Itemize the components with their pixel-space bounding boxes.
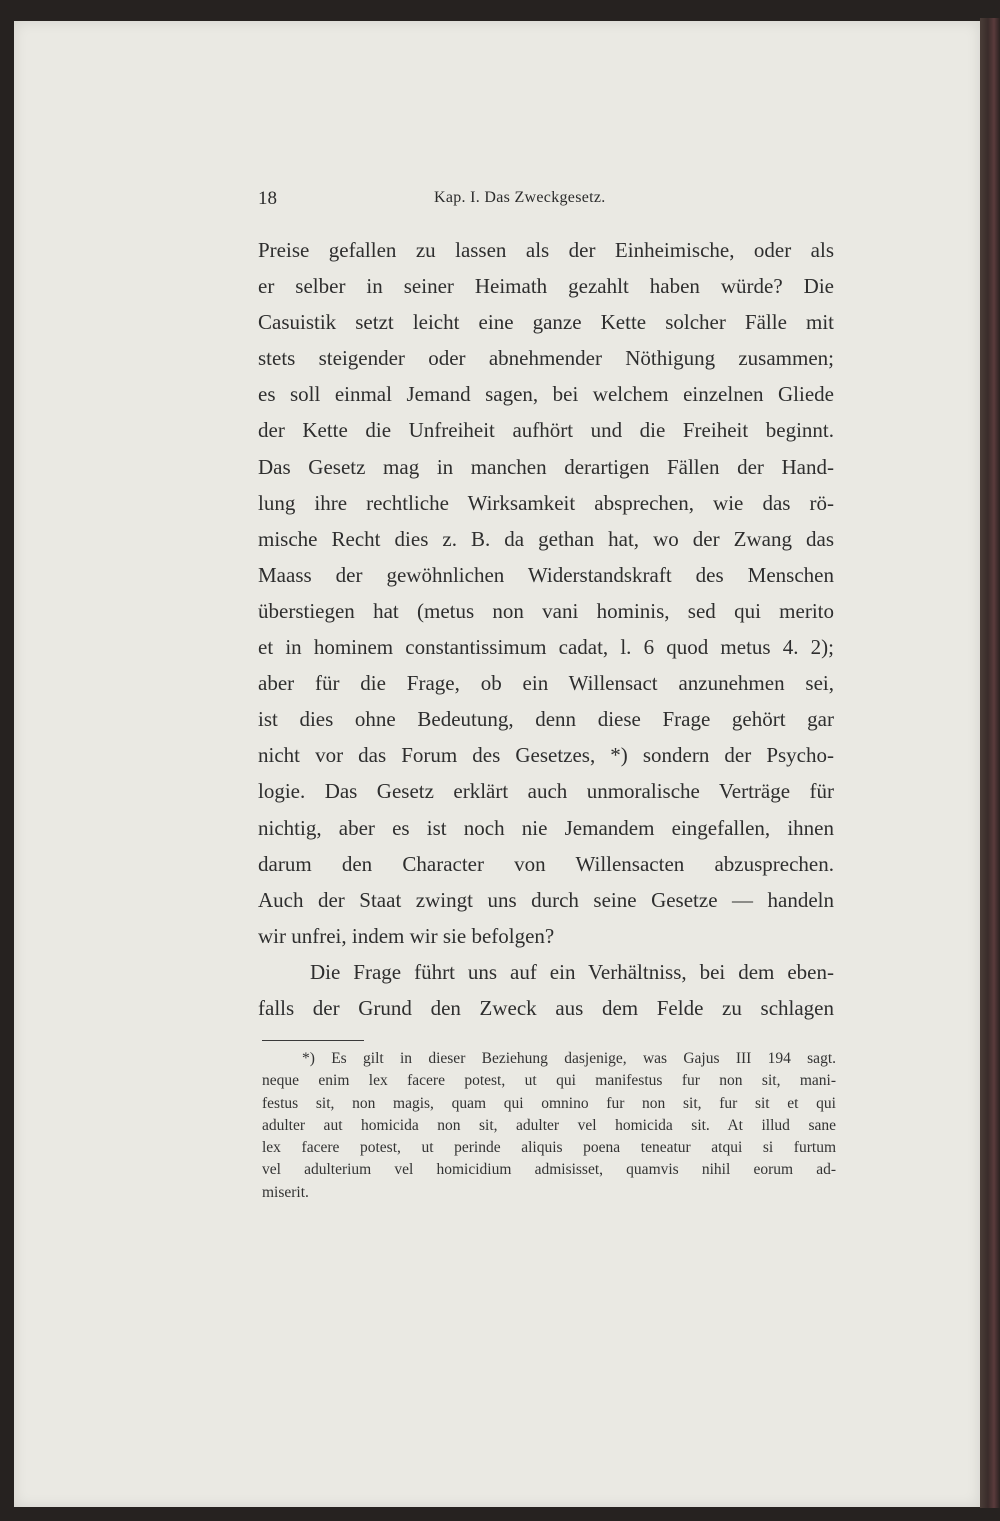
text-line: darum den Character von Willensacten abzusprechen. [258, 851, 834, 876]
text-line: der Kette die Unfreiheit aufhört und die Freiheit beginnt. [258, 418, 834, 443]
text-line: nicht vor das Forum des Gesetzes, *) sondern der Psycho- [258, 743, 834, 768]
text-line: nichtig, aber es ist noch nie Jemandem eingefallen, ihnen [258, 815, 834, 840]
text-line: Casuistik setzt leicht eine ganze Kette solcher Fälle mit [258, 310, 834, 335]
text-line: falls der Grund den Zweck aus dem Felde zu schlagen [258, 995, 834, 1020]
page-number: 18 [258, 188, 277, 209]
footnote-line: miserit. [262, 1183, 309, 1201]
footnote-line: festus sit, non magis, quam qui omnino fur non sit, fur sit et qui [262, 1094, 836, 1112]
footnote-line: lex facere potest, ut perinde aliquis poena teneatur atqui si furtum [262, 1139, 836, 1157]
footnote [262, 1048, 836, 1204]
text-line: Preise gefallen zu lassen als der Einheimische, oder als [258, 238, 834, 262]
text-line: wir unfrei, indem wir sie befolgen? [258, 923, 555, 948]
text-line: er selber in seiner Heimath gezahlt haben würde? Die [258, 274, 834, 299]
footnote-divider [262, 1040, 364, 1041]
text-line: Auch der Staat zwingt uns durch seine Gesetze — handeln [258, 887, 834, 912]
page-header [258, 188, 848, 214]
text-line: Das Gesetz mag in manchen derartigen Fällen der Hand- [258, 454, 834, 479]
scan-border-top [0, 0, 1000, 21]
text-line: lung ihre rechtliche Wirksamkeit absprechen, wie das rö- [258, 490, 834, 515]
text-line: es soll einmal Jemand sagen, bei welchem einzelnen Gliede [258, 382, 834, 407]
scan-border-bottom [0, 1507, 1000, 1521]
text-line: et in hominem constantissimum cadat, l. 6 quod metus 4. 2); [258, 635, 834, 660]
main-text [258, 232, 834, 1026]
footnote-line: adulter aut homicida non sit, adulter vel homicida sit. At illud sane [262, 1116, 836, 1134]
text-line: stets steigender oder abnehmender Nöthigung zusammen; [258, 346, 834, 371]
text-line: überstiegen hat (metus non vani hominis, sed qui merito [258, 598, 834, 623]
text-line: Maass der gewöhnlichen Widerstandskraft des Menschen [258, 562, 834, 587]
text-line: aber für die Frage, ob ein Willensact anzunehmen sei, [258, 671, 834, 696]
book-cover-edge [980, 18, 1000, 1508]
scan-border-left [0, 0, 14, 1521]
footnote-line: *) Es gilt in dieser Beziehung dasjenige, was Gajus III 194 sagt. [302, 1050, 836, 1067]
footnote-line: neque enim lex facere potest, ut qui manifestus fur non sit, mani- [262, 1072, 836, 1090]
text-line: logie. Das Gesetz erklärt auch unmoralische Verträge für [258, 779, 834, 804]
running-head: Kap. I. Das Zweckgesetz. [434, 189, 606, 206]
text-line: Die Frage führt uns auf ein Verhältniss, bei dem eben- [310, 959, 834, 984]
footnote-line: vel adulterium vel homicidium admisisset, quamvis nihil eorum ad- [262, 1161, 836, 1179]
text-line: mische Recht dies z. B. da gethan hat, wo der Zwang das [258, 526, 834, 551]
text-line: ist dies ohne Bedeutung, denn diese Frage gehört gar [258, 707, 834, 732]
